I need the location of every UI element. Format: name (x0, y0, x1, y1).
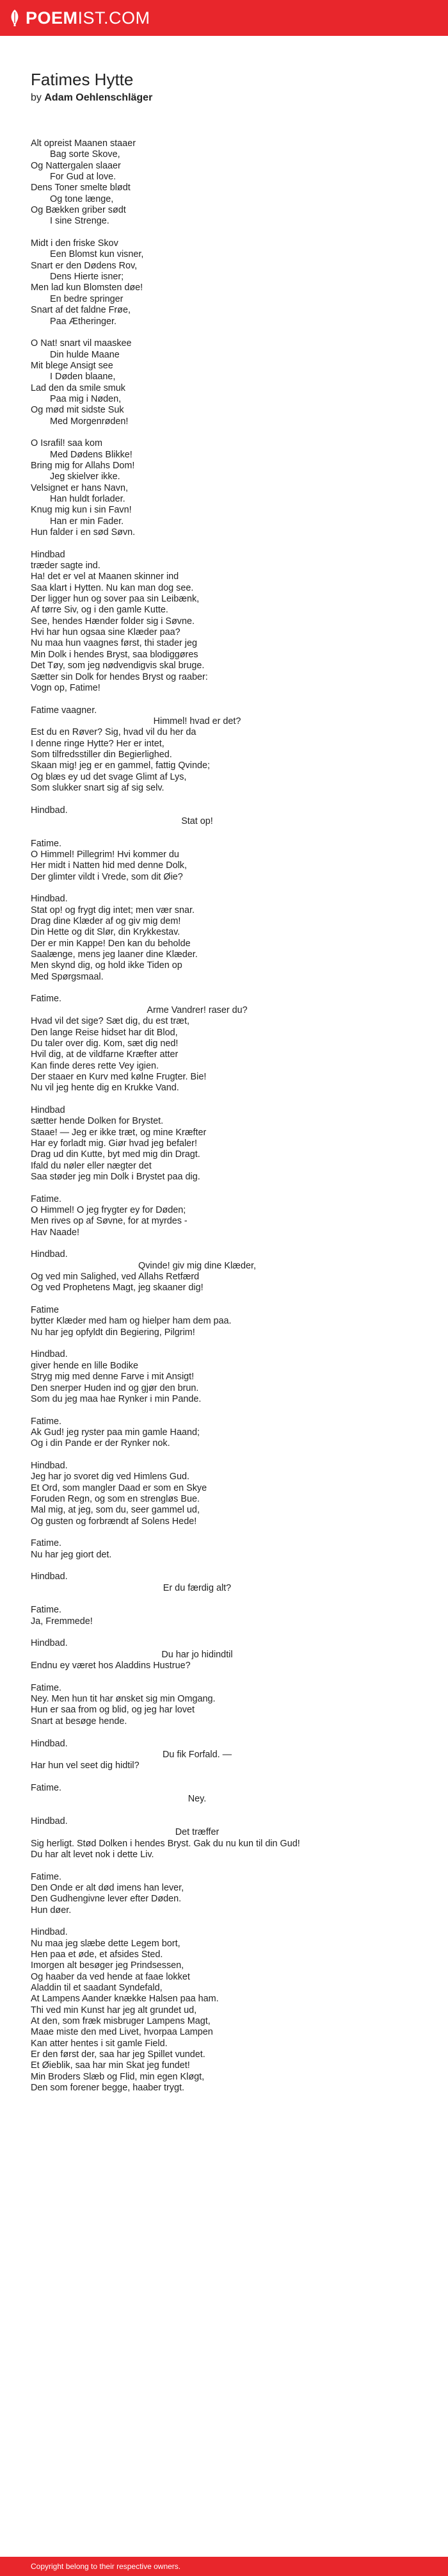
poem-line: Et Ord, som mangler Daad er som en Skye (31, 1482, 207, 1493)
poem-line: Fatime. (31, 838, 61, 849)
poem-line: Hindbad. (31, 1738, 68, 1749)
site-header (0, 0, 448, 36)
poem-line: Snart at besøge hende. (31, 1716, 127, 1727)
poem-line: Hindbad. (31, 1460, 68, 1471)
poem-line: Fatime vaagner. (31, 705, 97, 716)
poem-line: Stryg mig med denne Farve i mit Ansigt! (31, 1372, 195, 1382)
poem-line: At Lampens Aander knække Halsen paa ham. (31, 1994, 219, 2005)
poem-line: Hindbad. (31, 1249, 68, 1260)
poem-line: Bring mig for Allahs Dom! (31, 460, 135, 471)
poem-line: Kan finde deres rette Vey igien. (31, 1060, 159, 1071)
poem-line: Mit blege Ansigt see (31, 360, 113, 371)
poem-line: Du har jo hidindtil (161, 1649, 233, 1660)
poem-body (31, 138, 448, 2094)
poem-line: Har ey forladt mig. Giør hvad jeg befaler! (31, 1138, 197, 1149)
poem-line: Ney. (188, 1794, 207, 1805)
stanza-break (31, 1860, 448, 1871)
poem-line: Og tone længe, (50, 193, 114, 204)
poem-line: Din hulde Maane (50, 349, 120, 360)
poem-line: Og Nattergalen slaaer (31, 160, 121, 171)
poem-line: O Nat! snart vil maaskee (31, 338, 132, 349)
poem-line: Af tørre Siv, og i den gamle Kutte. (31, 605, 168, 616)
poem-line: giver hende en lille Bodike (31, 1360, 139, 1371)
poem-line: Hindbad. (31, 1571, 68, 1582)
poem-line: Hindbad. (31, 1638, 68, 1649)
poem-line: bytter Klæder med ham og hielper ham dem paa. (31, 1316, 232, 1327)
poem-line: Vogn op, Fatime! (31, 682, 100, 693)
poem-line: Her midt i Natten hid med denne Dolk, (31, 860, 187, 871)
poem-line: Qvinde! giv mig dine Klæder, (138, 1260, 256, 1271)
poem-line: Knug mig kun i sin Favn! (31, 505, 132, 516)
poem-line: Kan atter hentes i sit gamle Field. (31, 2038, 168, 2049)
poem-line: Saa støder jeg min Dolk i Brystet paa dig. (31, 1171, 200, 1182)
poem-line: Hindbad. (31, 805, 68, 816)
poem-line: Og ved Prophetens Magt, jeg skaaner dig! (31, 1283, 204, 1293)
stanza-break (31, 1527, 448, 1538)
poem-line: Hav Naade! (31, 1227, 79, 1238)
poem-line: Jeg har jo svoret dig ved Himlens Gud. (31, 1472, 189, 1482)
poem-line: Nu vil jeg hente dig en Krukke Vand. (31, 1083, 179, 1094)
poem-line: Aladdin til et saadant Syndefald, (31, 1983, 163, 1994)
stanza-break (31, 327, 448, 338)
poem-line: Fatime. (31, 1682, 61, 1693)
poem-line: Det træffer (175, 1827, 220, 1838)
poem-line: Velsignet er hans Navn, (31, 482, 128, 493)
poem-line: For Gud at love. (50, 172, 116, 183)
poem-line: Hun døer. (31, 1905, 72, 1916)
poem-line: Paa mig i Nøden, (50, 393, 122, 404)
poem-line: Som tilfredsstiller din Begierlighed. (31, 749, 172, 760)
poem-line: Min Dolk i hendes Bryst, saa blodiggøres (31, 649, 198, 660)
stanza-break (31, 538, 448, 549)
poem-line: Hvil dig, at de vildfarne Kræfter atter (31, 1049, 179, 1060)
poem-line: Snart af det faldne Frøe, (31, 305, 131, 316)
stanza-break (31, 427, 448, 438)
poem-line: Der glimter vildt i Vrede, som dit Øie? (31, 871, 183, 882)
poem-line: Hindbad. (31, 1349, 68, 1360)
stanza-break (31, 227, 448, 238)
poem-line: Nu har jeg opfyldt din Begiering, Pilgrim! (31, 1327, 195, 1338)
poem-line: Hun er saa from og blid, og jeg har lovet (31, 1705, 195, 1716)
poem-line: Du fik Forfald. — (163, 1749, 232, 1760)
copyright-text: Copyright belong to their respective owners. (31, 2562, 181, 2571)
poem-title: Fatimes Hytte (31, 70, 134, 89)
poem-line: Drag dine Klæder af og giv mig dem! (31, 916, 181, 927)
poem-line: Foruden Regn, og som en strengløs Bue. (31, 1493, 200, 1504)
poem-line: Fatime. (31, 1871, 61, 1882)
poem-line: Fatime. (31, 1782, 61, 1793)
poem-line: At den, som fræk misbruger Lampens Magt, (31, 2016, 211, 2027)
poem-line: Hindbad (31, 549, 65, 560)
poem-line: Hindbad. (31, 894, 68, 905)
stanza-break (31, 983, 448, 994)
poem-line: Midt i den friske Skov (31, 238, 118, 249)
poem-line: Der er min Kappe! Den kan du beholde (31, 938, 191, 949)
poem-line: Han er min Fader. (50, 516, 124, 527)
poem-line: Din Hette og dit Slør, din Krykkestav. (31, 927, 180, 938)
poem-line: Snart er den Dødens Rov, (31, 260, 138, 271)
poem-line: Hen paa et øde, et afsides Sted. (31, 1949, 163, 1960)
poem-line: Et Øieblik, saa har min Skat jeg fundet! (31, 2060, 190, 2071)
stanza-break (31, 1238, 448, 1249)
poem-line: Arme Vandrer! raser du? (147, 1005, 248, 1015)
poem-line: Han huldt forlader. (50, 494, 125, 504)
poem-line: Med Spørgsmaal. (31, 971, 104, 982)
poem-line: En bedre springer (50, 293, 124, 304)
poem-line: Du har alt levet nok i dette Liv. (31, 1849, 154, 1860)
poem-line: Hindbad (31, 1104, 65, 1115)
poem-line: Stat op! og frygt dig intet; men vær snar. (31, 905, 195, 915)
poem-line: træder sagte ind. (31, 561, 100, 571)
poem-line: Bag sorte Skove, (50, 149, 120, 160)
poem-line: Stat op! (181, 816, 213, 826)
stanza-break (31, 1338, 448, 1349)
poem-line: Ifald du nøler eller nægter det (31, 1160, 152, 1171)
byline (31, 91, 448, 105)
stanza-break (31, 1405, 448, 1416)
stanza-break (31, 1671, 448, 1682)
stanza-break (31, 827, 448, 838)
byline-prefix: by (31, 92, 42, 103)
stanza-break (31, 1183, 448, 1194)
poem-line: Imorgen alt besøger jeg Prindsessen, (31, 1960, 184, 1971)
poem-line: Ney. Men hun tit har ønsket sig min Omgang. (31, 1694, 216, 1705)
poem-line: Og haaber da ved hende at faae lokket (31, 1971, 190, 1982)
poem-line: Som slukker snart sig af sig selv. (31, 782, 164, 793)
poem-line: Men skynd dig, og hold ikke Tiden op (31, 960, 182, 971)
stanza-break (31, 883, 448, 894)
poem-line: Thi ved min Kunst har jeg alt grundet ud, (31, 2005, 197, 2015)
poem-line: I Døden blaane, (50, 372, 116, 382)
poem-line: Fatime. (31, 1194, 61, 1204)
poem-line: Sætter sin Dolk for hendes Bryst og raaber: (31, 671, 208, 682)
poem-line: O Israfil! saa kom (31, 438, 102, 449)
poem-line: Det Tøy, som jeg nødvendigvis skal bruge. (31, 660, 205, 671)
stanza-break (31, 1294, 448, 1305)
poem-line: Hvad vil det sige? Sæt dig, du est træt, (31, 1016, 189, 1027)
poem-line: Har hun vel seet dig hidtil? (31, 1760, 140, 1771)
stanza-break (31, 1805, 448, 1816)
stanza-break (31, 794, 448, 805)
poem-line: sætter hende Dolken for Brystet. (31, 1116, 164, 1127)
poem-line: Jeg skielver ikke. (50, 472, 120, 482)
poem-line: Der staaer en Kurv med kølne Frugter. Bie! (31, 1071, 207, 1082)
stanza-break (31, 1772, 448, 1783)
poem-line: Du taler over dig. Kom, sæt dig ned! (31, 1038, 179, 1049)
poem-line: I sine Strenge. (50, 216, 109, 227)
poem-line: Med Morgenrøden! (50, 416, 129, 427)
poem-line: Den Onde er alt død imens han lever, (31, 1882, 184, 1893)
site-footer (0, 2557, 448, 2576)
poem-line: Fatime (31, 1305, 59, 1316)
poem-line: Og blæs ey ud det svage Glimt af Lys, (31, 771, 187, 782)
poem-line: Og ved min Salighed, ved Allahs Retfærd (31, 1272, 200, 1283)
poem-line: Ja, Fremmede! (31, 1616, 93, 1627)
poem-line: Saalænge, mens jeg laaner dine Klæder. (31, 949, 198, 960)
poem-line: Er du færdig alt? (163, 1582, 232, 1593)
site-logo[interactable] (9, 8, 150, 28)
poem-line: Nu maa jeg slæbe dette Legem bort, (31, 1938, 180, 1949)
poem-line: Men rives op af Søvne, for at myrdes - (31, 1216, 188, 1227)
author-link[interactable]: Adam Oehlenschläger (44, 92, 153, 103)
stanza-break (31, 1594, 448, 1605)
poem-line: Paa Ætheringer. (50, 316, 116, 327)
poem-line: Maae miste den med Livet, hvorpaa Lampen (31, 2027, 213, 2038)
poem-line: Hindbad. (31, 1816, 68, 1826)
poem-line: Ak Gud! jeg ryster paa min gamle Haand; (31, 1427, 200, 1438)
poem-line: Fatime. (31, 1416, 61, 1427)
logo-light-text: IST.COM (77, 8, 150, 28)
poem-line: Een Blomst kun visner, (50, 249, 144, 260)
stanza-break (31, 694, 448, 705)
poem-line: Men lad kun Blomsten døe! (31, 283, 143, 293)
poem-line: Sig herligt. Stød Dolken i hendes Bryst. Gak du nu kun til din Gud! (31, 1838, 300, 1849)
stanza-break (31, 1916, 448, 1927)
logo-strong-text: POEM (26, 8, 78, 28)
poem-line: Alt opreist Maanen staaer (31, 138, 136, 149)
poem-line: Den som forener begge, haaber trygt. (31, 2083, 184, 2094)
poem-line: Er den først der, saa har jeg Spillet vundet. (31, 2049, 205, 2060)
poem-line: Lad den da smile smuk (31, 382, 125, 393)
poem-line: Hvi har hun ogsaa sine Klæder paa? (31, 627, 180, 638)
stanza-break (31, 1094, 448, 1105)
poem-line: Dens Toner smelte blødt (31, 183, 131, 193)
poem-line: Der ligger hun og sover paa sin Leibænk, (31, 594, 200, 605)
logo-wordmark (26, 8, 150, 28)
poem-line: Hun falder i en sød Søvn. (31, 527, 136, 538)
quill-pen-icon (9, 10, 20, 26)
poem-content (0, 36, 448, 2094)
poem-line: Hindbad. (31, 1927, 68, 1938)
poem-line: Den lange Reise hidset har dit Blod, (31, 1027, 178, 1038)
poem-line: Som du jeg maa hae Rynker i min Pande. (31, 1393, 202, 1404)
poem-line: Mal mig, at jeg, som du, seer gammel ud, (31, 1505, 200, 1516)
poem-line: Nu maa hun vaagnes først, thi stader jeg (31, 638, 197, 649)
poem-line: Fatime. (31, 1605, 61, 1616)
poem-line: Drag ud din Kutte, byt med mig din Dragt. (31, 1149, 200, 1160)
poem-line: Min Broders Slæb og Flid, min egen Kløgt, (31, 2071, 205, 2082)
stanza-break (31, 1727, 448, 1738)
poem-line: Est du en Røver? Sig, hvad vil du her da (31, 727, 196, 738)
poem-line: See, hendes Hænder folder sig i Søvne. (31, 616, 195, 627)
poem-line: O Himmel! Pillegrim! Hvi kommer du (31, 849, 179, 860)
poem-line: Skaan mig! jeg er en gammel, fattig Qvinde; (31, 760, 210, 771)
poem-line: O Himmel! O jeg frygter ey for Døden; (31, 1205, 186, 1215)
poem-line: I denne ringe Hytte? Her er intet, (31, 738, 164, 749)
stanza-break (31, 1561, 448, 1571)
poem-line: Og i din Pande er der Rynker nok. (31, 1438, 170, 1449)
poem-line: Og mød mit sidste Suk (31, 405, 124, 416)
poem-line: Dens Hierte isner; (50, 272, 124, 283)
poem-line: Med Dødens Blikke! (50, 449, 132, 460)
poem-line: Endnu ey været hos Aladdins Hustrue? (31, 1661, 191, 1671)
poem-line: Fatime. (31, 1538, 61, 1549)
poem-line: Og gusten og forbrændt af Solens Hede! (31, 1516, 197, 1527)
poem-line: Ha! det er vel at Maanen skinner ind (31, 571, 179, 582)
stanza-break (31, 1627, 448, 1638)
poem-line: Den snerper Huden ind og gjør den brun. (31, 1382, 199, 1393)
poem-line: Saa klart i Hytten. Nu kan man dog see. (31, 582, 194, 593)
poem-line: Og Bækken griber sødt (31, 205, 126, 216)
poem-line: Den Gudhengivne lever efter Døden. (31, 1894, 182, 1905)
poem-line: Fatime. (31, 994, 61, 1005)
poem-line: Staae! — Jeg er ikke træt, og mine Kræfter (31, 1127, 207, 1138)
stanza-break (31, 1450, 448, 1461)
poem-line: Nu har jeg giort det. (31, 1549, 112, 1560)
poem-line: Himmel! hvad er det? (153, 716, 241, 726)
